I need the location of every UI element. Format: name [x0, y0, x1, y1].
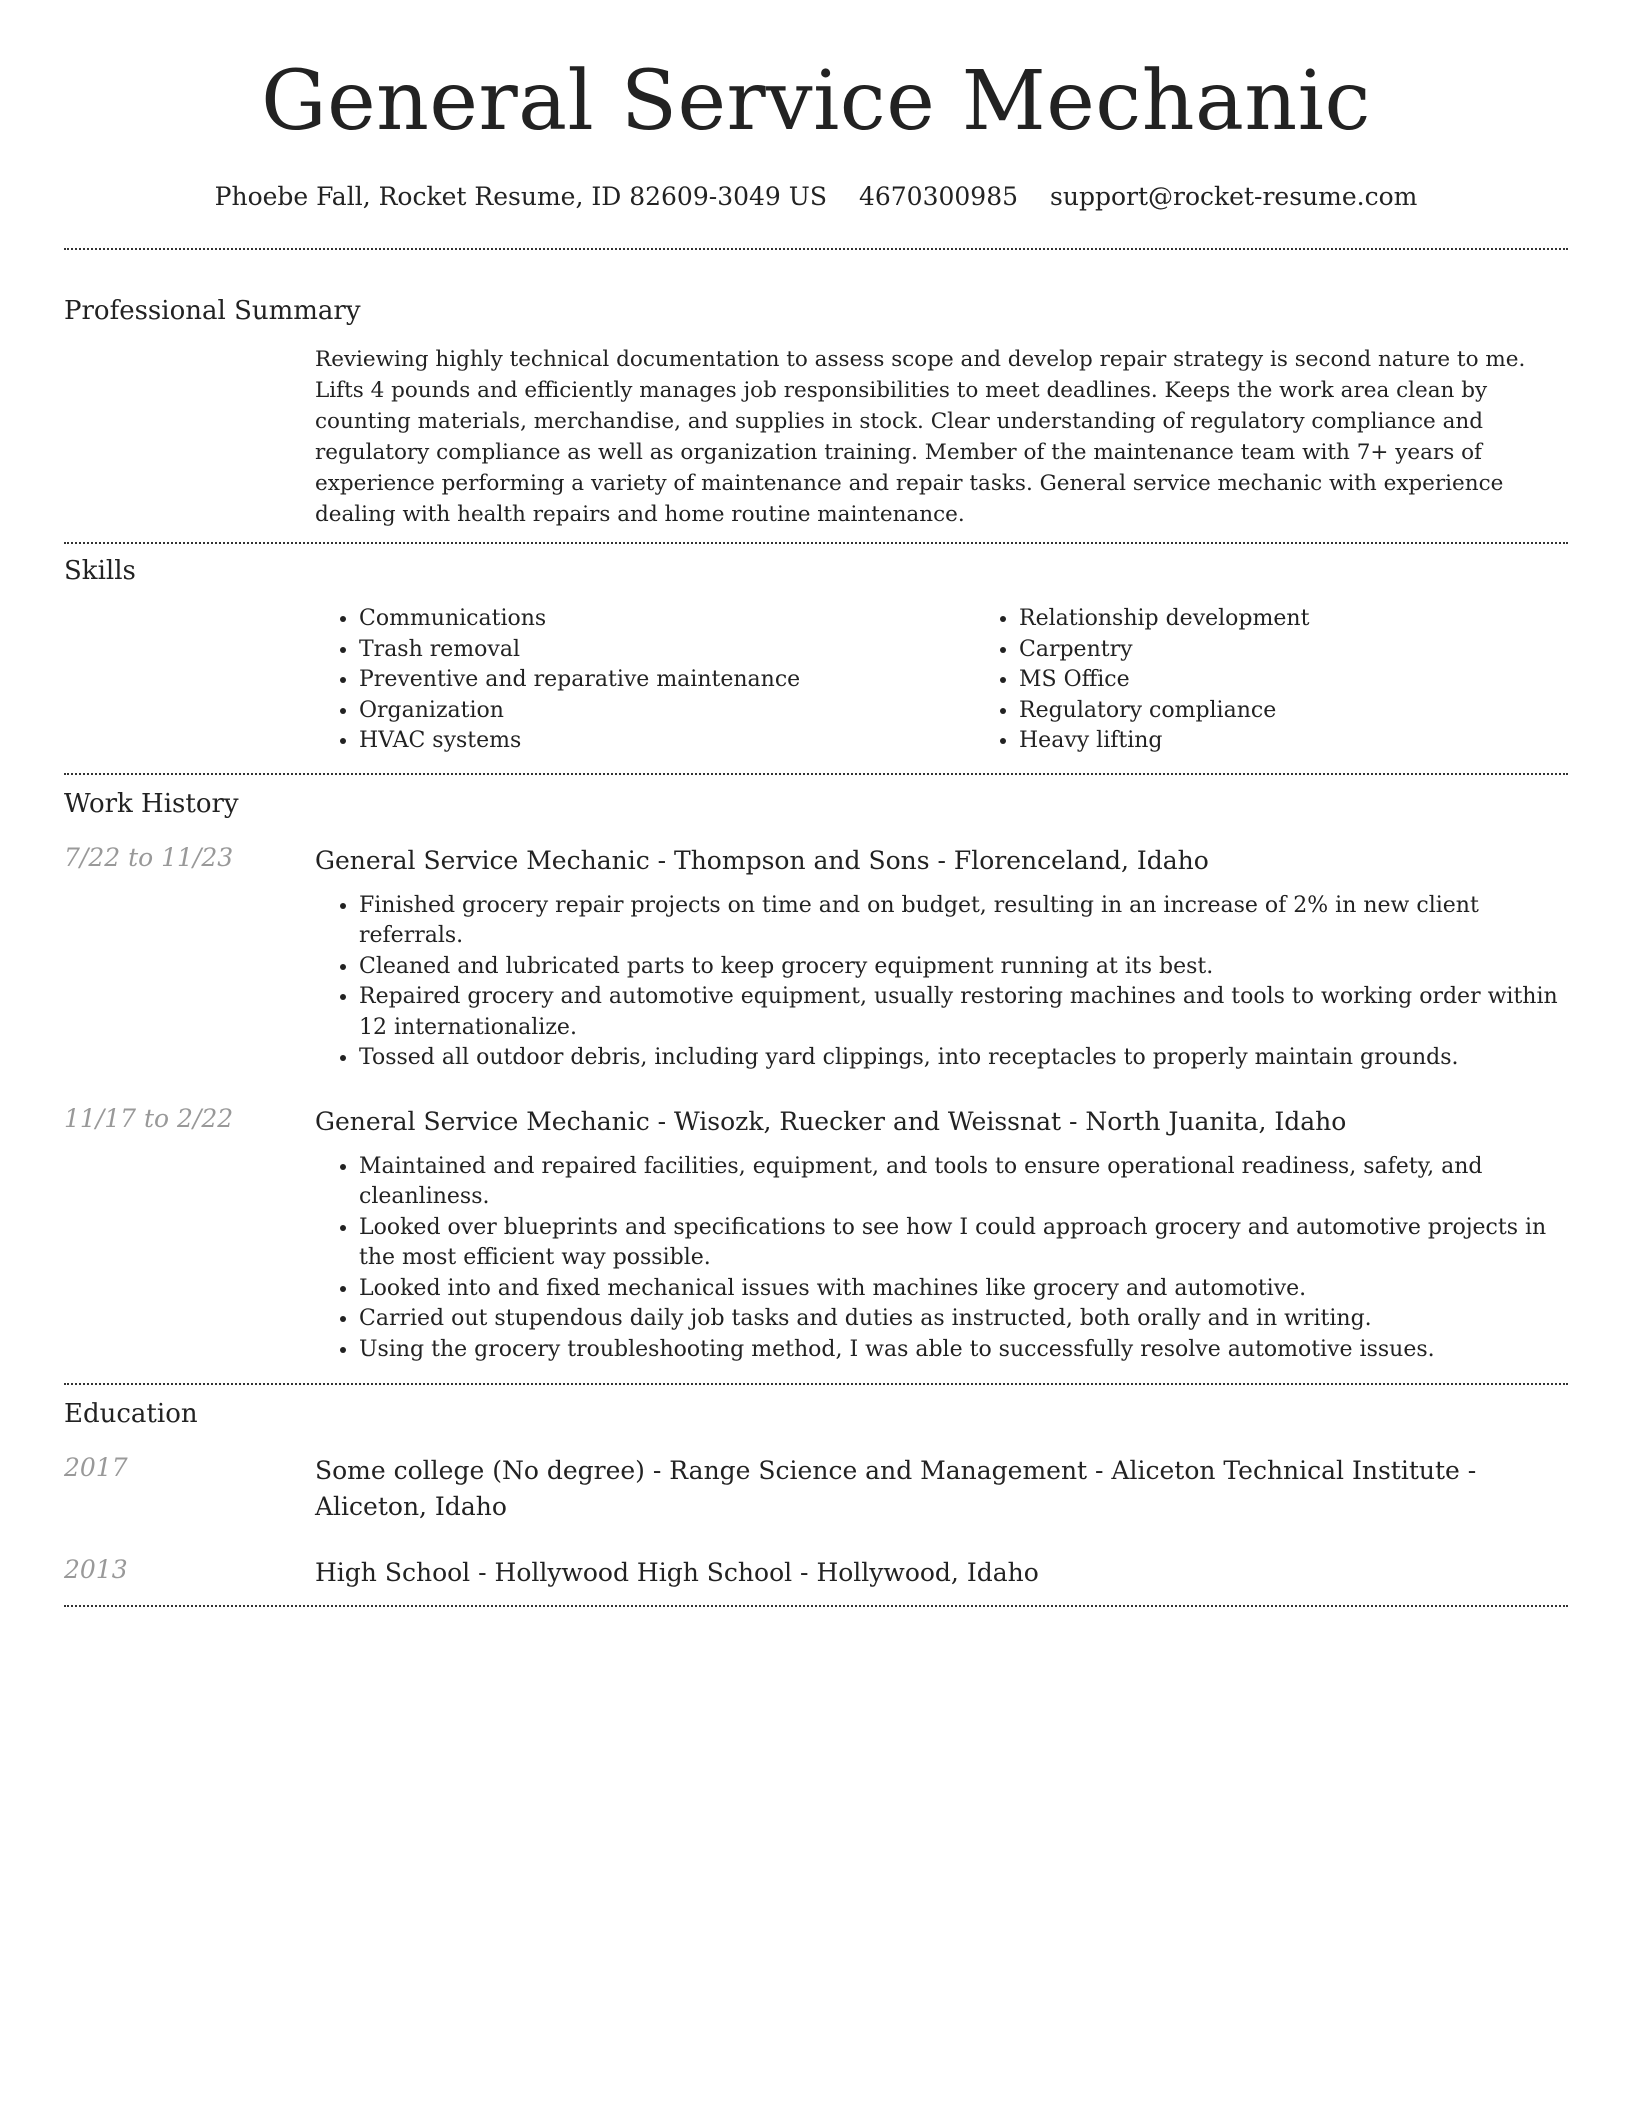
- job-heading: General Service Mechanic - Wisozk, Ruecker and Weissnat - North Juanita, Idaho: [315, 1106, 1347, 1136]
- education-title: Education: [64, 1399, 198, 1429]
- divider: [64, 542, 1568, 544]
- job-bullet: • Tossed all outdoor debris, including yard clippings, into receptacles to properly maintain grounds.: [359, 1043, 1568, 1074]
- education-heading: High School - Hollywood High School - Hollywood, Idaho: [315, 1558, 1039, 1587]
- summary-text: Reviewing highly technical documentation to assess scope and develop repair strategy is second nature to me. Lifts 4 pounds and efficiently manages job responsibilities to meet deadlines. Keeps the work area clean by counting materials, merchandise, and supplies in stock. Clear understanding of regulatory compliance and regulatory compliance as well as organization training. Member of the maintenance team with 7+ years of experience performing a variety of maintenance and repair tasks. General service mechanic with experience dealing with health repairs and home routine maintenance.: [315, 347, 1526, 527]
- job-bullets: [315, 1152, 1568, 1366]
- education-year: 2013: [64, 1555, 128, 1584]
- skill-item: • Preventive and reparative maintenance: [359, 665, 975, 696]
- divider: [64, 1383, 1568, 1385]
- summary-title: Professional Summary: [64, 296, 361, 326]
- skill-item: • MS Office: [1019, 665, 1632, 696]
- resume-name: General Service Mechanic: [261, 54, 1371, 149]
- summary-section: [64, 294, 1568, 530]
- job-heading: General Service Mechanic - Thompson and Sons - Florenceland, Idaho: [315, 845, 1209, 875]
- job-bullet: • Using the grocery troubleshooting method, I was able to successfully resolve automotive issues.: [359, 1335, 1568, 1366]
- contact-phone: 4670300985: [858, 182, 1019, 211]
- job-entry: [64, 843, 1568, 1074]
- job-bullet: • Looked into and fixed mechanical issues with machines like grocery and automotive.: [359, 1274, 1568, 1305]
- skills-section: [64, 554, 1568, 757]
- skill-item: • Organization: [359, 696, 975, 727]
- job-dates: 7/22 to 11/23: [64, 842, 234, 872]
- work-section: [64, 787, 1568, 1366]
- skill-item: • Relationship development: [1019, 604, 1632, 635]
- skills-list-right: [975, 604, 1632, 757]
- skill-item: • Regulatory compliance: [1019, 696, 1632, 727]
- skills-title: Skills: [64, 556, 136, 586]
- skill-item: • Heavy lifting: [1019, 726, 1632, 757]
- job-bullet: • Repaired grocery and automotive equipment, usually restoring machines and tools to working order within 12 internationalize.: [359, 982, 1568, 1043]
- job-dates: 11/17 to 2/22: [64, 1103, 234, 1133]
- skills-columns: [315, 604, 1632, 757]
- summary-spacer: [64, 344, 315, 530]
- education-year: 2017: [64, 1453, 128, 1482]
- education-heading: Some college (No degree) - Range Science and Management - Aliceton Technical Institute - Aliceton, Idaho: [315, 1456, 1477, 1521]
- education-entry: [64, 1453, 1568, 1525]
- skill-item: • Communications: [359, 604, 975, 635]
- contact-address: Phoebe Fall, Rocket Resume, ID 82609-3049 US: [214, 182, 827, 211]
- skill-item: • HVAC systems: [359, 726, 975, 757]
- work-title: Work History: [64, 788, 239, 819]
- divider: [64, 1605, 1568, 1607]
- divider: [64, 773, 1568, 775]
- contact-line: [64, 180, 1568, 214]
- education-entry: [64, 1555, 1568, 1591]
- job-entry: [64, 1104, 1568, 1366]
- job-bullet: • Looked over blueprints and specifications to see how I could approach grocery and automotive projects in the most efficient way possible.: [359, 1213, 1568, 1274]
- contact-email: support@rocket-resume.com: [1050, 182, 1418, 211]
- job-bullet: • Carried out stupendous daily job tasks and duties as instructed, both orally and in writing.: [359, 1304, 1568, 1335]
- education-section: [64, 1397, 1568, 1591]
- divider: [64, 248, 1568, 250]
- skills-spacer: [64, 604, 315, 757]
- job-bullet: • Finished grocery repair projects on time and on budget, resulting in an increase of 2% in new client referrals.: [359, 891, 1568, 952]
- job-bullet: • Cleaned and lubricated parts to keep grocery equipment running at its best.: [359, 952, 1568, 983]
- skill-item: • Trash removal: [359, 635, 975, 666]
- skill-item: • Carpentry: [1019, 635, 1632, 666]
- skills-list-left: [315, 604, 975, 757]
- job-bullets: [315, 891, 1568, 1074]
- job-bullet: • Maintained and repaired facilities, equipment, and tools to ensure operational readiness, safety, and cleanliness.: [359, 1152, 1568, 1213]
